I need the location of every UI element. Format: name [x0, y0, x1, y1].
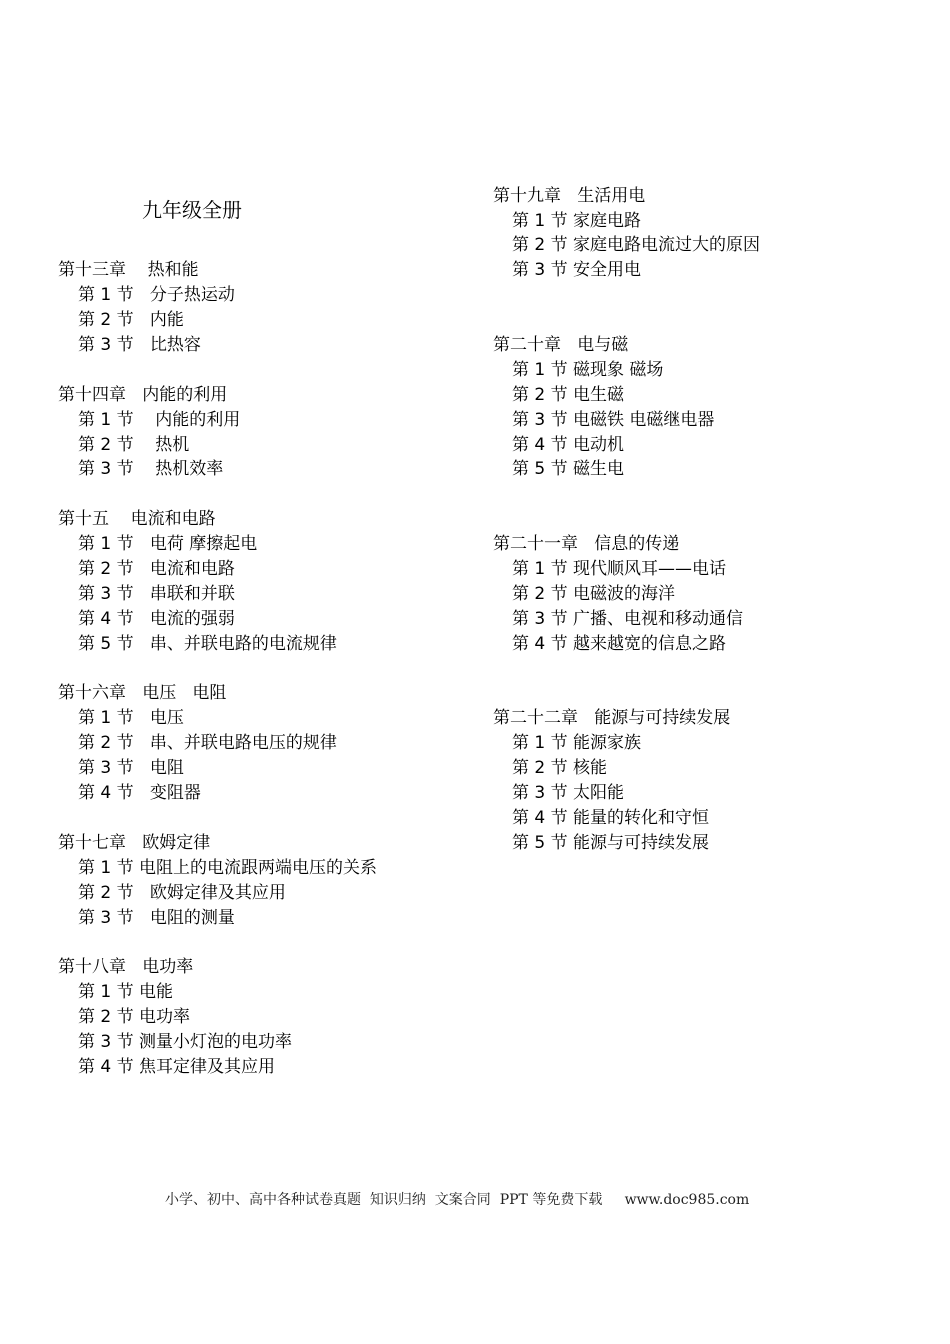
chapter-heading: 第二十章 电与磁: [493, 335, 629, 355]
section-item: 第 1 节 电压: [78, 708, 184, 728]
section-item: 第 3 节 电磁铁 电磁继电器: [512, 410, 715, 430]
section-item: 第 3 节 比热容: [78, 335, 201, 355]
section-item: 第 2 节 欧姆定律及其应用: [78, 883, 286, 903]
section-item: 第 3 节 太阳能: [512, 783, 625, 803]
chapter-heading: 第十七章 欧姆定律: [58, 833, 211, 853]
section-item: 第 2 节 内能: [78, 310, 184, 330]
section-item: 第 1 节 能源家族: [512, 733, 642, 753]
section-item: 第 1 节 内能的利用: [78, 410, 241, 430]
section-item: 第 4 节 焦耳定律及其应用: [78, 1057, 276, 1077]
section-item: 第 2 节 核能: [512, 758, 608, 778]
section-item: 第 3 节 电阻的测量: [78, 908, 235, 928]
section-item: 第 4 节 电流的强弱: [78, 609, 235, 629]
chapter-heading: 第十五 电流和电路: [58, 509, 216, 529]
section-item: 第 1 节 现代顺风耳——电话: [512, 559, 727, 579]
section-item: 第 3 节 热机效率: [78, 459, 224, 479]
chapter-heading: 第十六章 电压 电阻: [58, 683, 227, 703]
section-item: 第 2 节 电流和电路: [78, 559, 235, 579]
section-item: 第 1 节 电荷 摩擦起电: [78, 534, 258, 554]
section-item: 第 2 节 电磁波的海洋: [512, 584, 676, 604]
chapter-heading: 第十四章 内能的利用: [58, 385, 228, 405]
section-item: 第 5 节 磁生电: [512, 459, 625, 479]
section-item: 第 3 节 测量小灯泡的电功率: [78, 1032, 293, 1052]
chapter-heading: 第十八章 电功率: [58, 957, 194, 977]
chapter-heading: 第十三章 热和能: [58, 260, 199, 280]
page-title: 九年级全册: [142, 198, 242, 222]
section-item: 第 3 节 电阻: [78, 758, 184, 778]
section-item: 第 3 节 广播、电视和移动通信: [512, 609, 744, 629]
section-item: 第 3 节 安全用电: [512, 260, 642, 280]
section-item: 第 2 节 电功率: [78, 1007, 191, 1027]
section-item: 第 4 节 能量的转化和守恒: [512, 808, 710, 828]
section-item: 第 1 节 电能: [78, 982, 174, 1002]
section-item: 第 4 节 越来越宽的信息之路: [512, 634, 727, 654]
section-item: 第 2 节 串、并联电路电压的规律: [78, 733, 337, 753]
section-item: 第 5 节 能源与可持续发展: [512, 833, 710, 853]
section-item: 第 1 节 磁现象 磁场: [512, 360, 664, 380]
section-item: 第 2 节 电生磁: [512, 385, 625, 405]
chapter-heading: 第二十一章 信息的传递: [493, 534, 680, 554]
chapter-heading: 第二十二章 能源与可持续发展: [493, 708, 731, 728]
section-item: 第 4 节 电动机: [512, 435, 625, 455]
chapter-heading: 第十九章 生活用电: [493, 186, 646, 206]
section-item: 第 2 节 家庭电路电流过大的原因: [512, 235, 761, 255]
section-item: 第 1 节 家庭电路: [512, 211, 642, 231]
section-item: 第 2 节 热机: [78, 435, 190, 455]
footer-text: 小学、初中、高中各种试卷真题 知识归纳 文案合同 PPT 等免费下载 www.doc985.com: [165, 1192, 750, 1208]
section-item: 第 5 节 串、并联电路的电流规律: [78, 634, 337, 654]
section-item: 第 4 节 变阻器: [78, 783, 201, 803]
section-item: 第 3 节 串联和并联: [78, 584, 235, 604]
section-item: 第 1 节 电阻上的电流跟两端电压的关系: [78, 858, 378, 878]
section-item: 第 1 节 分子热运动: [78, 285, 235, 305]
